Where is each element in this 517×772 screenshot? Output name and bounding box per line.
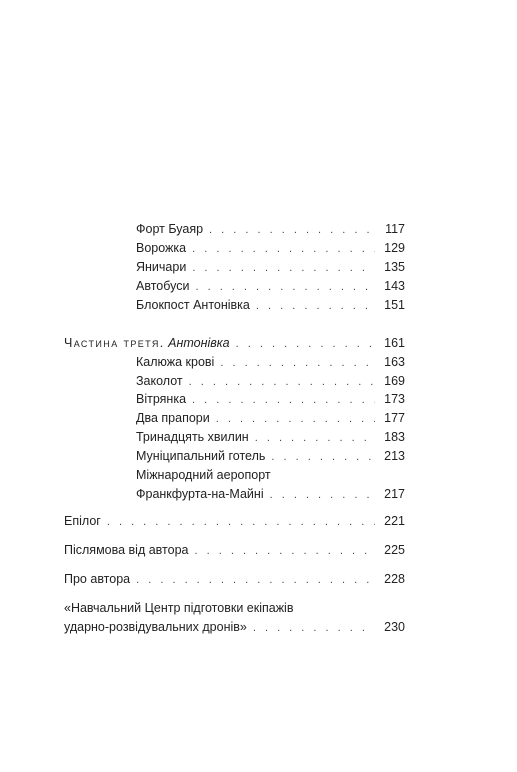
toc-part-heading <box>64 336 405 352</box>
dot-leader <box>195 280 375 295</box>
toc-entry-page: 230 <box>384 620 405 634</box>
toc-entry-page: 161 <box>384 336 405 350</box>
toc-entry <box>136 411 405 427</box>
toc-entry-page: 217 <box>384 487 405 501</box>
toc-entry-epilogue <box>64 514 405 530</box>
dot-leader <box>271 450 375 465</box>
toc-entry <box>136 241 405 257</box>
dot-leader <box>189 375 375 390</box>
toc-entry <box>136 355 405 371</box>
toc-entry-page: 213 <box>384 449 405 463</box>
dot-leader <box>209 223 375 238</box>
dot-leader <box>255 431 375 446</box>
toc-entry-page: 129 <box>384 241 405 255</box>
toc-entry-title: Ворожка <box>136 241 187 255</box>
toc-entry-page: 173 <box>384 392 405 406</box>
dot-leader <box>136 573 375 588</box>
toc-entry-page: 143 <box>384 279 405 293</box>
dot-leader <box>195 544 376 559</box>
dot-leader <box>236 337 375 352</box>
toc-entry-page: 163 <box>384 355 405 369</box>
toc-entry-about-author <box>64 572 405 588</box>
toc-entry <box>136 374 405 390</box>
toc-entry-page: 221 <box>384 514 405 528</box>
toc-entry-title: Блокпост Антонівка <box>136 298 250 312</box>
toc-entry-title-line1: Міжнародний аеропорт <box>136 468 271 482</box>
toc-entry-title: Вітрянка <box>136 392 187 406</box>
dot-leader <box>107 515 375 530</box>
toc-entry-title: Форт Буаяр <box>136 222 204 236</box>
toc-entry-page: 183 <box>384 430 405 444</box>
toc-entry-title-line1: «Навчальний Центр підготовки екіпажів <box>64 601 294 615</box>
toc-entry-page: 117 <box>385 222 405 236</box>
dot-leader <box>192 261 375 276</box>
dot-leader <box>220 356 375 371</box>
toc-entry-title: Про автора <box>64 572 131 586</box>
toc-entry-appendix <box>64 620 405 636</box>
toc-entry-title: Післямова від автора <box>64 543 189 557</box>
toc-entry-title: Два прапори <box>136 411 210 425</box>
toc-entry <box>136 279 405 295</box>
toc-entry-title-line2: ударно-розвідувальних дронів» <box>64 620 247 634</box>
toc-entry-title: Епілог <box>64 514 101 528</box>
toc-entry <box>136 449 405 465</box>
toc-entry <box>136 392 405 408</box>
toc-entry <box>136 298 405 314</box>
toc-entry-page: 169 <box>384 374 405 388</box>
toc-entry <box>136 260 405 276</box>
toc-entry-title-line2: Франкфурта-на-Майні <box>136 487 264 501</box>
toc-entry-page: 177 <box>384 411 405 425</box>
toc-entry-title: Автобуси <box>136 279 190 293</box>
toc-entry-page: 151 <box>384 298 405 312</box>
toc-entry-afterword <box>64 543 405 559</box>
part-label: Частина третя. <box>64 336 165 350</box>
dot-leader <box>216 412 375 427</box>
dot-leader <box>253 621 375 636</box>
dot-leader <box>256 299 375 314</box>
toc-entry-title: Муніципальний готель <box>136 449 266 463</box>
dot-leader <box>192 393 375 408</box>
toc-entry-page: 228 <box>384 572 405 586</box>
toc-entry-title: Яничари <box>136 260 187 274</box>
toc-entry <box>136 487 405 503</box>
toc-entry-page: 225 <box>384 543 405 557</box>
part-subtitle: Антонівка <box>168 336 230 350</box>
toc-entry-title: Тринадцять хвилин <box>136 430 249 444</box>
toc-entry <box>136 430 405 446</box>
dot-leader <box>270 488 375 503</box>
toc-entry <box>136 222 405 238</box>
toc-entry-title: Калюжа крові <box>136 355 215 369</box>
toc-entry-page: 135 <box>384 260 405 274</box>
dot-leader <box>192 242 375 257</box>
toc-entry-title: Заколот <box>136 374 183 388</box>
